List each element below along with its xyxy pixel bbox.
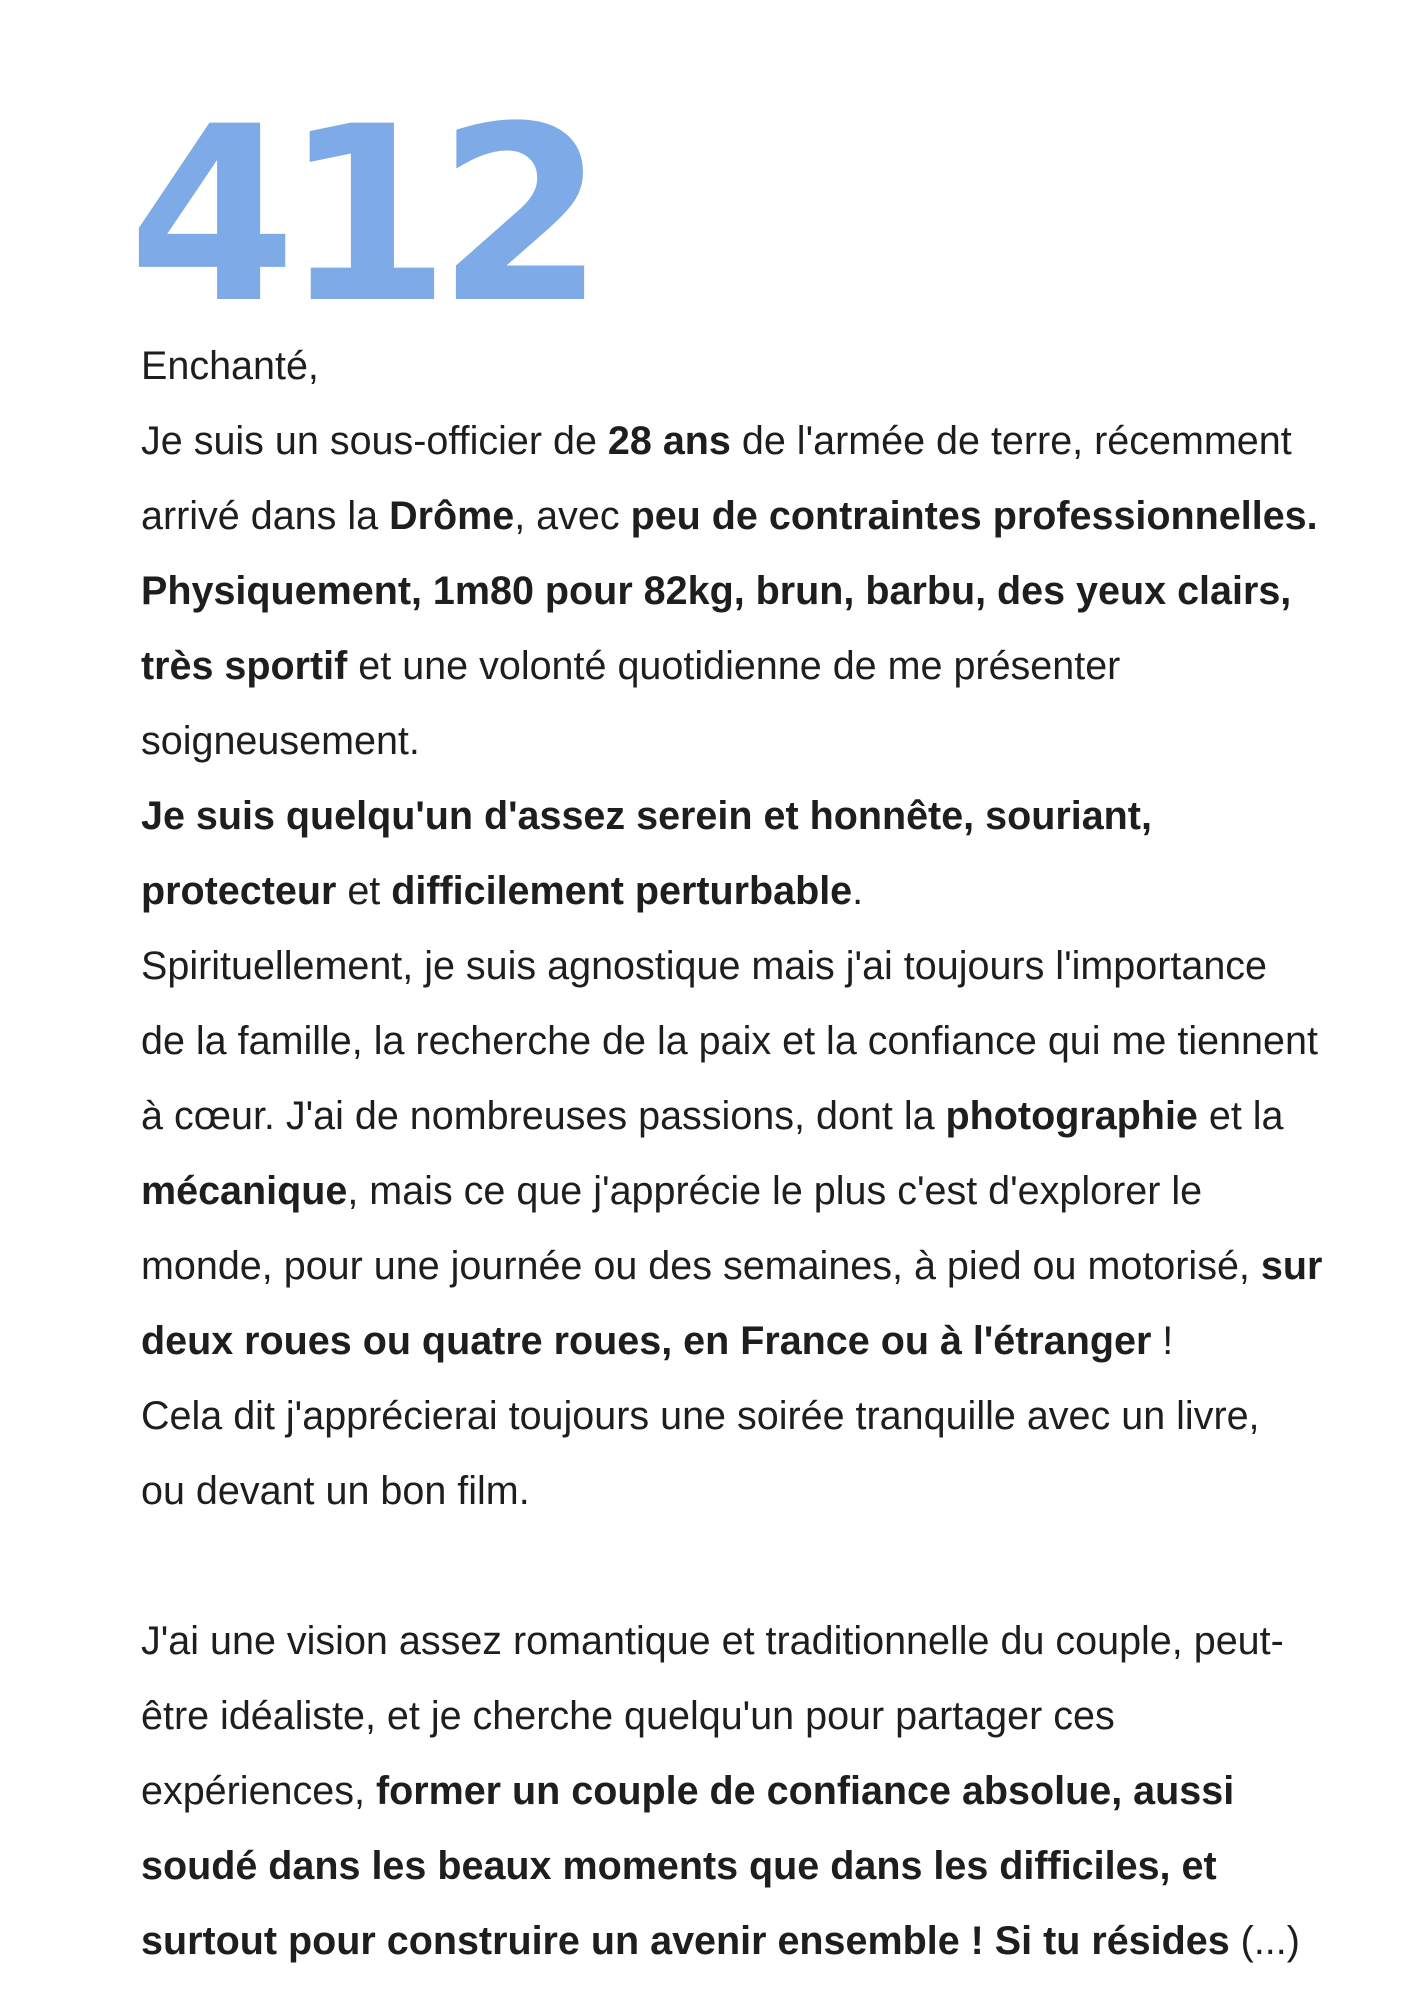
text-run: Je suis un sous-officier de [141, 419, 608, 463]
text-run: Spirituellement, je suis agnostique mais j'ai toujours l'importance [141, 944, 1268, 988]
text-run: de l'armée de terre, récemment [730, 419, 1292, 463]
text-line [141, 1904, 1381, 1979]
text-run: monde, pour une journée ou des semaines, à pied ou motorisé, [141, 1244, 1261, 1288]
text-line [141, 704, 1381, 779]
text-run: (...) [1229, 1919, 1300, 1963]
bold-run: peu de contraintes professionnelles. [630, 494, 1318, 538]
greeting: Enchanté, [141, 344, 319, 388]
profile-number: 412 [128, 75, 592, 357]
text-run: et [336, 869, 392, 913]
text-line [141, 479, 1381, 554]
bold-run: très sportif [141, 644, 348, 688]
text-run: et la [1197, 1094, 1284, 1138]
paragraph-gap [141, 1529, 1381, 1604]
text-run: Cela dit j'apprécierai toujours une soirée tranquille avec un livre, [141, 1394, 1260, 1438]
text-line [141, 1229, 1381, 1304]
text-line [141, 1154, 1381, 1229]
text-run: à cœur. J'ai de nombreuses passions, dont la [141, 1094, 946, 1138]
bold-run: deux roues ou quatre roues, en France ou à l'étranger [141, 1319, 1152, 1363]
text-run: de la famille, la recherche de la paix et la confiance qui me tiennent [141, 1019, 1318, 1063]
text-run: et une volonté quotidienne de me présenter [347, 644, 1121, 688]
bold-run: photographie [945, 1094, 1198, 1138]
bold-run: soudé dans les beaux moments que dans les difficiles, et [141, 1844, 1217, 1888]
text-line [141, 1604, 1381, 1679]
text-line [141, 1004, 1381, 1079]
bold-run: surtout pour construire un avenir ensemble ! Si tu résides [141, 1919, 1230, 1963]
text-run: J'ai une vision assez romantique et traditionnelle du couple, peut- [141, 1619, 1284, 1663]
text-run: expériences, [141, 1769, 376, 1813]
text-line [141, 629, 1381, 704]
text-run: soigneusement. [141, 719, 420, 763]
bold-run: 28 ans [607, 419, 731, 463]
bold-run: protecteur [141, 869, 337, 913]
bold-run: former un couple de confiance absolue, aussi [375, 1769, 1235, 1813]
text-run: arrivé dans la [141, 494, 390, 538]
text-line [141, 929, 1381, 1004]
text-line [141, 1079, 1381, 1154]
bold-run: Drôme [389, 494, 515, 538]
text-line [141, 1379, 1381, 1454]
text-line [141, 1754, 1381, 1829]
text-run: , mais ce que j'apprécie le plus c'est d'explorer le [347, 1169, 1203, 1213]
bold-run: sur [1260, 1244, 1323, 1288]
text-line [141, 1454, 1381, 1529]
text-run: . [852, 869, 864, 913]
text-line [141, 1829, 1381, 1904]
text-line [141, 1304, 1381, 1379]
letter-body [141, 329, 1381, 1979]
bold-run: difficilement perturbable [391, 869, 853, 913]
text-line [141, 329, 1381, 404]
text-line [141, 854, 1381, 929]
text-line [141, 1679, 1381, 1754]
bold-run: Je suis quelqu'un d'assez serein et honnête, souriant, [141, 794, 1152, 838]
text-line [141, 404, 1381, 479]
text-line [141, 554, 1381, 629]
text-run: ! [1151, 1319, 1174, 1363]
bold-run: Physiquement, 1m80 pour 82kg, brun, barbu, des yeux clairs, [141, 569, 1292, 613]
text-run: être idéaliste, et je cherche quelqu'un pour partager ces [141, 1694, 1115, 1738]
text-run: ou devant un bon film. [141, 1469, 530, 1513]
text-line [141, 779, 1381, 854]
text-run: , avec [514, 494, 631, 538]
bold-run: mécanique [141, 1169, 348, 1213]
